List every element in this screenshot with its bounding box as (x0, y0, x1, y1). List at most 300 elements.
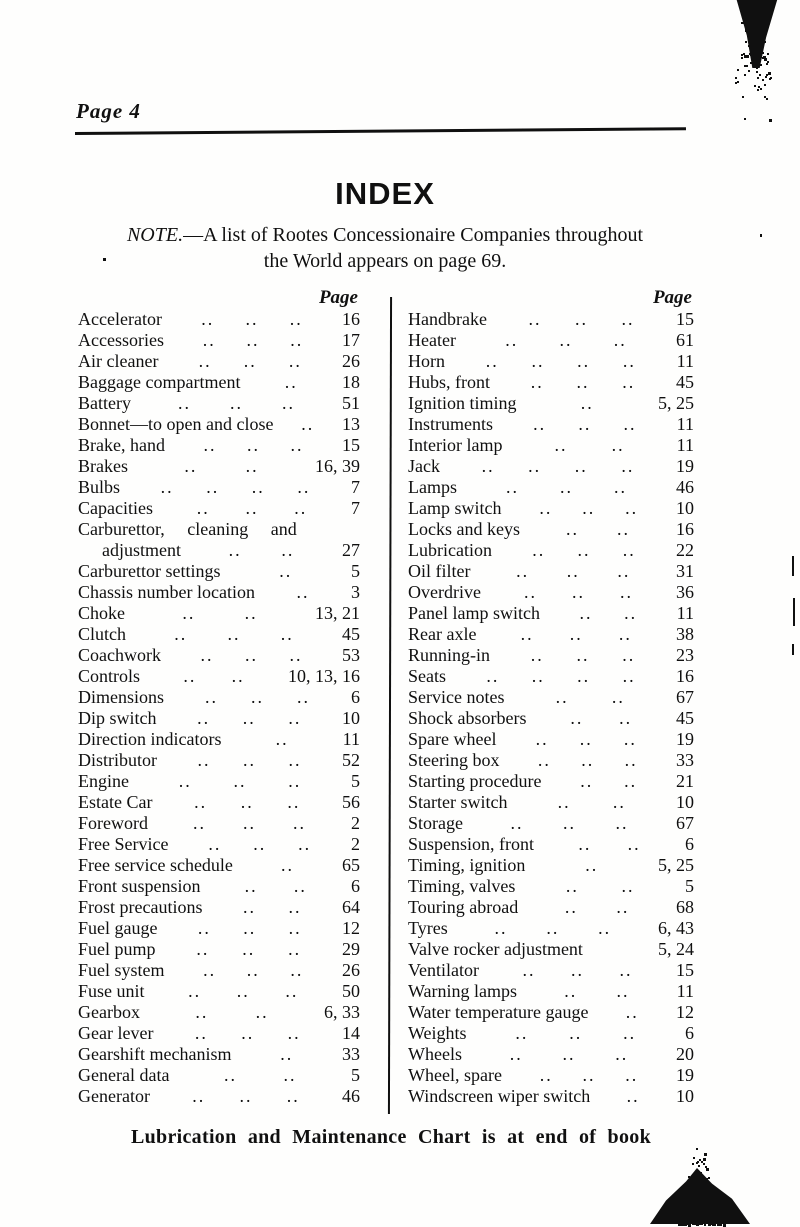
entry-label: Lubrication (408, 540, 492, 560)
ink-speckle (752, 19, 754, 21)
entry-label: Starting procedure (408, 771, 542, 791)
ink-speckle (692, 1163, 694, 1165)
entry-label: adjustment (102, 540, 181, 560)
entry-label: Distributor (78, 750, 157, 770)
entry-page: 6 (685, 834, 694, 854)
entry-page: 10 (676, 1086, 694, 1106)
entry-label: Suspension, front (408, 834, 534, 854)
ink-speckle (703, 1163, 705, 1165)
entry-label: Timing, ignition (408, 855, 526, 875)
ink-speckle (709, 1220, 711, 1222)
entry-page: 15 (676, 960, 694, 980)
ink-speckle (710, 1199, 712, 1201)
ink-speckle (683, 1193, 686, 1196)
entry-page: 33 (342, 1044, 360, 1064)
dot-leader: .. .. .. (530, 372, 636, 392)
index-entry (78, 981, 360, 1002)
entry-label: Choke (78, 603, 125, 623)
entry-label: Accessories (78, 330, 164, 350)
entry-label: Ventilator (408, 960, 479, 980)
ink-speckle (707, 1196, 710, 1199)
ink-speckle (690, 1208, 692, 1210)
ink-speckle (757, 77, 759, 79)
ink-speckle (712, 1218, 714, 1220)
entry-label: Overdrive (408, 582, 481, 602)
ink-speckle (714, 1224, 716, 1226)
index-entry (408, 981, 694, 1002)
index-entry (78, 792, 360, 813)
dot-leader: .. .. .. .. (486, 666, 636, 686)
entry-label: Steering box (408, 750, 500, 770)
entry-page: 11 (676, 435, 694, 455)
dot-leader: .. .. .. (533, 414, 637, 434)
entry-label: Controls (78, 666, 141, 686)
ink-speckle (706, 1212, 708, 1214)
entry-label: Water temperature gauge (408, 1002, 589, 1022)
ink-speckle (735, 82, 737, 84)
entry-label: Fuse unit (78, 981, 145, 1001)
ink-speckle (702, 1214, 704, 1216)
dot-leader: .. .. .. (208, 834, 312, 854)
ink-speckle (696, 1209, 698, 1211)
entry-label: General data (78, 1065, 170, 1085)
index-entry (408, 897, 694, 918)
index-entry (78, 351, 360, 372)
ink-speckle (750, 62, 752, 64)
ink-speckle (760, 234, 762, 237)
dot-leader: .. .. .. (188, 981, 299, 1001)
index-entry (408, 435, 694, 456)
dot-leader: .. (284, 372, 298, 392)
entry-label: Frost precautions (78, 897, 203, 917)
index-entry (78, 960, 360, 981)
ink-speckle (746, 15, 748, 17)
entry-label: Accelerator (78, 309, 162, 329)
dot-leader: .. .. .. (197, 750, 302, 770)
entry-page: 6 (685, 1023, 694, 1043)
dot-leader: .. .. .. (523, 582, 633, 602)
ink-speckle (714, 1197, 716, 1199)
entry-page: 16, 39 (315, 456, 360, 476)
entry-page: 5 (351, 771, 360, 791)
dot-leader: .. (280, 1044, 294, 1064)
index-entry (408, 855, 694, 876)
ink-speckle (744, 65, 746, 67)
ink-speckle (713, 1205, 715, 1207)
index-entry (78, 477, 360, 498)
ink-speckle (697, 1224, 699, 1226)
entry-page: 51 (342, 393, 360, 413)
index-entry (78, 1044, 360, 1065)
entry-label: Horn (408, 351, 445, 371)
ink-speckle (708, 1185, 711, 1188)
ink-speckle (747, 3, 749, 5)
entry-label: Valve rocker adjustment (408, 939, 583, 959)
entry-page: 11 (676, 603, 694, 623)
entry-label: Starter switch (408, 792, 508, 812)
ink-speckle (758, 12, 760, 14)
ink-speckle (763, 41, 765, 43)
index-entry (78, 1086, 360, 1107)
index-entry (78, 1065, 360, 1086)
entry-label: Fuel gauge (78, 918, 158, 938)
entry-label: Dip switch (78, 708, 157, 728)
entry-page: 45 (342, 624, 360, 644)
ink-speckle (717, 1213, 719, 1215)
ink-speckle (755, 7, 757, 9)
dot-leader: .. .. .. (515, 1023, 637, 1043)
ink-speckle (760, 64, 762, 66)
dot-leader: .. .. .. (197, 708, 302, 728)
ink-speckle (712, 1209, 714, 1211)
entry-label: Ignition timing (408, 393, 517, 413)
dot-leader: .. .. (570, 708, 633, 728)
entry-page: 26 (342, 960, 360, 980)
entry-page: 5, 25 (658, 393, 694, 413)
entry-label: Front suspension (78, 876, 201, 896)
entry-page: 12 (676, 1002, 694, 1022)
dot-leader: .. .. (564, 897, 630, 917)
index-entry (78, 498, 360, 519)
ink-speckle (698, 1165, 700, 1167)
index-entry (78, 603, 360, 624)
ink-speckle (742, 22, 744, 24)
dot-leader: .. .. (228, 540, 295, 560)
entry-label: Locks and keys (408, 519, 520, 539)
entry-page: 53 (342, 645, 360, 665)
ink-speckle (760, 56, 762, 58)
index-entry (408, 729, 694, 750)
entry-label: Lamps (408, 477, 457, 497)
ink-speckle (765, 76, 767, 78)
entry-page: 5 (351, 1065, 360, 1085)
dot-leader: .. (580, 393, 594, 413)
ink-speckle (679, 1223, 682, 1226)
entry-label: Tyres (408, 918, 448, 938)
ink-speckle (747, 17, 750, 20)
ink-speckle (793, 598, 795, 626)
ink-speckle (792, 644, 794, 655)
ink-speckle (688, 1199, 690, 1201)
ink-speckle (694, 1197, 696, 1199)
entry-page: 10, 13, 16 (288, 666, 360, 686)
dot-leader: .. .. (579, 603, 638, 623)
ink-speckle (678, 1211, 681, 1214)
ink-speckle (744, 23, 746, 25)
note-paragraph (85, 222, 685, 274)
ink-speckle (712, 1197, 714, 1199)
page-title: INDEX (335, 176, 435, 211)
entry-page: 52 (342, 750, 360, 770)
page-number-header: Page 4 (76, 99, 141, 123)
index-entry (408, 918, 694, 939)
ink-speckle (675, 1216, 677, 1218)
ink-speckle (750, 54, 752, 56)
entry-label: Weights (408, 1023, 467, 1043)
ink-speckle (689, 1202, 691, 1204)
dot-leader: .. (301, 414, 315, 434)
entry-label: Fuel pump (78, 939, 156, 959)
ink-speckle (761, 13, 764, 16)
entry-page: 15 (676, 309, 694, 329)
ink-speckle (755, 20, 758, 23)
dot-leader: .. .. .. (506, 477, 627, 497)
ink-speckle (757, 3, 759, 5)
ink-speckle (752, 24, 755, 27)
dot-leader: .. .. .. (532, 540, 636, 560)
index-entry (78, 666, 360, 687)
ink-speckle (683, 1220, 685, 1222)
entry-label: Coachwork (78, 645, 161, 665)
entry-label: Dimensions (78, 687, 165, 707)
entry-page: 5, 24 (658, 939, 694, 959)
ink-speckle (712, 1189, 715, 1192)
dot-leader: .. .. (564, 981, 630, 1001)
dot-leader: .. (296, 582, 310, 602)
entry-label: Estate Car (78, 792, 153, 812)
ink-speckle (755, 51, 757, 53)
ink-speckle (741, 57, 743, 59)
ink-speckle (699, 1159, 701, 1161)
ink-speckle (707, 1215, 709, 1217)
ink-speckle (103, 258, 106, 261)
ink-speckle (722, 1216, 725, 1219)
entry-label: Rear axle (408, 624, 477, 644)
dot-leader: .. (280, 855, 294, 875)
dot-leader: .. (275, 729, 289, 749)
dot-leader: .. .. (557, 792, 626, 812)
ink-speckle (693, 1157, 695, 1159)
entry-label: Brakes (78, 456, 128, 476)
dot-leader: .. .. .. (522, 960, 633, 980)
ink-speckle (705, 1181, 707, 1183)
entry-page: 61 (676, 330, 694, 350)
index-entry (78, 393, 360, 414)
entry-page: 27 (342, 540, 360, 560)
ink-speckle (684, 1218, 686, 1220)
entry-page: 64 (342, 897, 360, 917)
dot-leader: .. .. .. .. (160, 477, 311, 497)
ink-speckle (766, 74, 768, 76)
ink-speckle (753, 28, 755, 30)
ink-speckle (741, 54, 743, 56)
entry-label: Handbrake (408, 309, 487, 329)
dot-leader: .. .. .. (535, 729, 637, 749)
entry-page: 36 (676, 582, 694, 602)
ink-speckle (691, 1212, 693, 1214)
dot-leader: .. .. .. (196, 939, 302, 959)
ink-speckle (747, 25, 749, 27)
index-entry (78, 519, 360, 540)
entry-page: 16 (676, 666, 694, 686)
ink-speckle (766, 63, 768, 65)
page-column-heading-right: Page (652, 287, 692, 308)
index-entry (78, 771, 360, 792)
ink-speckle (753, 60, 755, 62)
ink-speckle (758, 49, 760, 51)
ink-speckle (764, 84, 766, 86)
ink-speckle (754, 16, 756, 18)
ink-speckle (743, 13, 745, 15)
ink-speckle (767, 53, 769, 55)
index-entry (408, 1086, 694, 1107)
dot-leader: .. .. .. (174, 624, 294, 644)
index-entry (408, 939, 694, 960)
dot-leader: .. .. .. (205, 687, 310, 707)
entry-page: 33 (676, 750, 694, 770)
entry-page: 31 (676, 561, 694, 581)
entry-page: 15 (342, 435, 360, 455)
dot-leader: .. (585, 855, 599, 875)
index-entry (78, 855, 360, 876)
dot-leader: .. .. .. (528, 309, 635, 329)
ink-speckle (691, 1193, 693, 1195)
entry-label: Seats (408, 666, 446, 686)
ink-speckle (708, 1223, 711, 1226)
ink-speckle (723, 1219, 725, 1221)
dot-leader: .. .. .. (539, 1065, 639, 1085)
index-entry (408, 414, 694, 435)
ink-speckle (706, 1168, 709, 1171)
index-columns (78, 287, 692, 1117)
entry-label: Air cleaner (78, 351, 159, 371)
ink-speckle (701, 1219, 703, 1221)
ink-speckle (745, 9, 747, 11)
index-entry (78, 414, 360, 435)
ink-speckle (683, 1208, 685, 1210)
ink-speckle (751, 9, 754, 12)
entry-page: 67 (676, 813, 694, 833)
entry-page: 45 (676, 708, 694, 728)
entry-page: 6, 43 (658, 918, 694, 938)
index-entry (408, 687, 694, 708)
index-entry (78, 435, 360, 456)
dot-leader: .. .. .. .. (485, 351, 636, 371)
index-entry (408, 771, 694, 792)
entry-label: Shock absorbers (408, 708, 527, 728)
entry-label: Free Service (78, 834, 169, 854)
index-entry (408, 477, 694, 498)
entry-page: 5 (351, 561, 360, 581)
entry-page: 6, 33 (324, 1002, 360, 1022)
ink-speckle (704, 1153, 707, 1156)
index-entry (78, 876, 360, 897)
entry-label: Heater (408, 330, 456, 350)
dot-leader: .. .. .. (201, 309, 303, 329)
ink-speckle (687, 1207, 690, 1210)
entry-page: 21 (676, 771, 694, 791)
entry-label: Instruments (408, 414, 493, 434)
ink-speckle (709, 1213, 711, 1215)
ink-speckle (758, 18, 760, 20)
dot-leader: .. .. .. (537, 750, 638, 770)
ink-speckle (693, 1186, 695, 1188)
dot-leader: .. .. .. (505, 330, 627, 350)
column-divider-rule (388, 297, 392, 1114)
entry-page: 11 (676, 414, 694, 434)
index-entry (408, 393, 694, 414)
ink-speckle (713, 1213, 715, 1215)
entry-page: 6 (351, 687, 360, 707)
index-entry (78, 687, 360, 708)
ink-speckle (705, 1198, 707, 1200)
ink-speckle (716, 1209, 719, 1212)
ink-speckle (759, 74, 761, 76)
index-entry (408, 582, 694, 603)
dot-leader: .. .. (182, 603, 258, 623)
ink-speckle (759, 0, 761, 2)
dot-leader: .. .. .. (539, 498, 639, 518)
dot-leader: .. .. (578, 834, 641, 854)
index-entry (408, 498, 694, 519)
dot-leader: .. .. (223, 1065, 297, 1085)
ink-speckle (752, 12, 754, 14)
entry-page: 17 (342, 330, 360, 350)
entry-page: 68 (676, 897, 694, 917)
ink-speckle (769, 119, 772, 122)
index-column-left (78, 287, 360, 1107)
ink-speckle (757, 89, 759, 91)
ink-speckle (695, 1213, 697, 1215)
index-entry (408, 666, 694, 687)
index-entry (408, 813, 694, 834)
ink-speckle (691, 1183, 693, 1185)
entry-page: 12 (342, 918, 360, 938)
ink-speckle (756, 71, 758, 73)
entry-label: Baggage compartment (78, 372, 241, 392)
ink-speckle (737, 69, 739, 71)
entry-page: 13, 21 (315, 603, 360, 623)
ink-speckle (700, 1202, 702, 1204)
ink-speckle (708, 1206, 710, 1208)
dot-leader: .. .. .. (203, 435, 304, 455)
ink-speckle (744, 118, 746, 120)
entry-page: 65 (342, 855, 360, 875)
index-entry (408, 1002, 694, 1023)
entry-label: Running-in (408, 645, 491, 665)
entry-page: 29 (342, 939, 360, 959)
ink-speckle (746, 65, 748, 67)
note-line2: the World appears on page 69. (263, 250, 507, 272)
dot-leader: .. .. .. (196, 498, 308, 518)
ink-speckle (759, 4, 761, 6)
entry-label: Wheels (408, 1044, 462, 1064)
ink-speckle (746, 55, 749, 58)
entry-label: Spare wheel (408, 729, 497, 749)
ink-speckle (680, 1219, 683, 1222)
entry-page: 46 (676, 477, 694, 497)
ink-speckle (688, 1214, 690, 1216)
dot-leader: .. .. .. (510, 813, 629, 833)
entry-page: 19 (676, 456, 694, 476)
entry-label: Gearbox (78, 1002, 140, 1022)
index-entry (78, 834, 360, 855)
ink-speckle (756, 67, 758, 69)
note-line1: —A list of Rootes Concessionaire Companies throughout (183, 224, 644, 246)
dot-leader: .. .. (184, 456, 259, 476)
ink-speckle (742, 96, 744, 98)
entry-label: Storage (408, 813, 463, 833)
entry-label: Fuel system (78, 960, 165, 980)
ink-speckle (702, 1203, 704, 1205)
entry-page: 3 (351, 582, 360, 602)
dot-leader: .. .. .. (520, 624, 632, 644)
entry-page: 5 (685, 876, 694, 896)
ink-speckle (708, 1177, 710, 1179)
ink-speckle (698, 1213, 700, 1215)
entry-label: Capacities (78, 498, 153, 518)
entry-page: 11 (676, 981, 694, 1001)
